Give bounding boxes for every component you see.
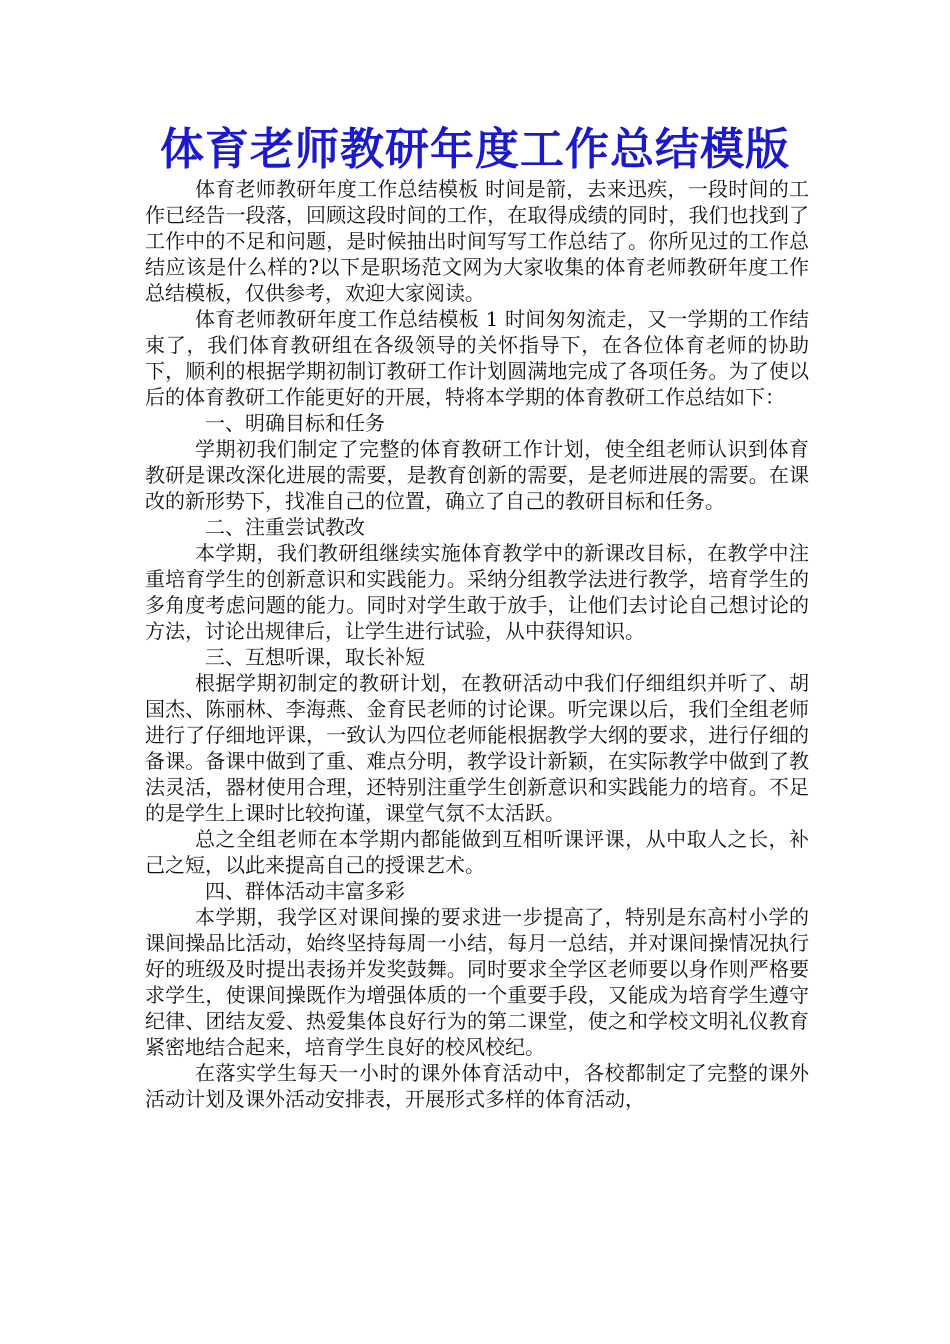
page-title: 体育老师教研年度工作总结模版 — [160, 124, 790, 175]
section-heading-1: 一、明确目标和任务 — [205, 411, 385, 435]
section-heading-3: 三、互想听课，取长补短 — [205, 645, 425, 669]
section-2-paragraph: 本学期，我们教研组继续实施体育教学中的新课改目标，在教学中注重培育学生的创新意识和实践能力。采纳分组教学法进行教学，培育学生的多角度考虑问题的能力。同时对学生敢于放手，让他们去讨论自己想讨论的方法，讨论出规律后，让学生进行试验，从中获得知识。 — [145, 541, 809, 643]
section-4-continued-paragraph: 在落实学生每天一小时的课外体育活动中，各校都制定了完整的课外活动计划及课外活动安排表，开展形式多样的体育活动， — [145, 1061, 809, 1111]
intro-paragraph: 体育老师教研年度工作总结模板 时间是箭，去来迅疾，一段时间的工作已经告一段落，回顾这段时间的工作，在取得成绩的同时，我们也找到了工作中的不足和问题，是时候抽出时间写写工作总结了。你所见过的工作总结应该是什么样的?以下是职场范文网为大家收集的体育老师教研年度工作总结模板，仅供参考，欢迎大家阅读。 — [145, 177, 809, 305]
section-3-summary-paragraph: 总之全组老师在本学期内都能做到互相听课评课，从中取人之长，补己之短，以此来提高自己的授课艺术。 — [145, 827, 809, 877]
document-body — [145, 176, 809, 1112]
section-heading-4: 四、群体活动丰富多彩 — [205, 879, 405, 903]
section-3-paragraph: 根据学期初制定的教研计划，在教研活动中我们仔细组织并听了、胡国杰、陈丽林、李海燕、金育民老师的讨论课。听完课以后，我们全组老师进行了仔细地评课，一致认为四位老师能根据教学大纲的要求，进行仔细的备课。备课中做到了重、难点分明，教学设计新颖，在实际教学中做到了教法灵活，器材使用合理，还特别注重学生创新意识和实践能力的培育。不足的是学生上课时比较拘谨，课堂气氛不太活跃。 — [145, 671, 809, 825]
template-1-paragraph: 体育老师教研年度工作总结模板 1 时间匆匆流走，又一学期的工作结束了，我们体育教研组在各级领导的关怀指导下，在各位体育老师的协助下，顺利的根据学期初制订教研工作计划圆满地完成了各项任务。为了使以后的体育教研工作能更好的开展，特将本学期的体育教研工作总结如下： — [145, 307, 809, 409]
section-heading-2: 二、注重尝试教改 — [205, 515, 365, 539]
section-4-paragraph: 本学期，我学区对课间操的要求进一步提高了，特别是东高村小学的课间操品比活动，始终坚持每周一小结，每月一总结，并对课间操情况执行好的班级及时提出表扬并发奖鼓舞。同时要求全学区老师要以身作则严格要求学生，使课间操既作为增强体质的一个重要手段，又能成为培育学生遵守纪律、团结友爱、热爱集体良好行为的第二课堂，使之和学校文明礼仪教育紧密地结合起来，培育学生良好的校风校纪。 — [145, 905, 809, 1059]
section-1-paragraph: 学期初我们制定了完整的体育教研工作计划，使全组老师认识到体育教研是课改深化进展的需要，是教育创新的需要，是老师进展的需要。在课改的新形势下，找准自己的位置，确立了自己的教研目标和任务。 — [145, 437, 809, 513]
